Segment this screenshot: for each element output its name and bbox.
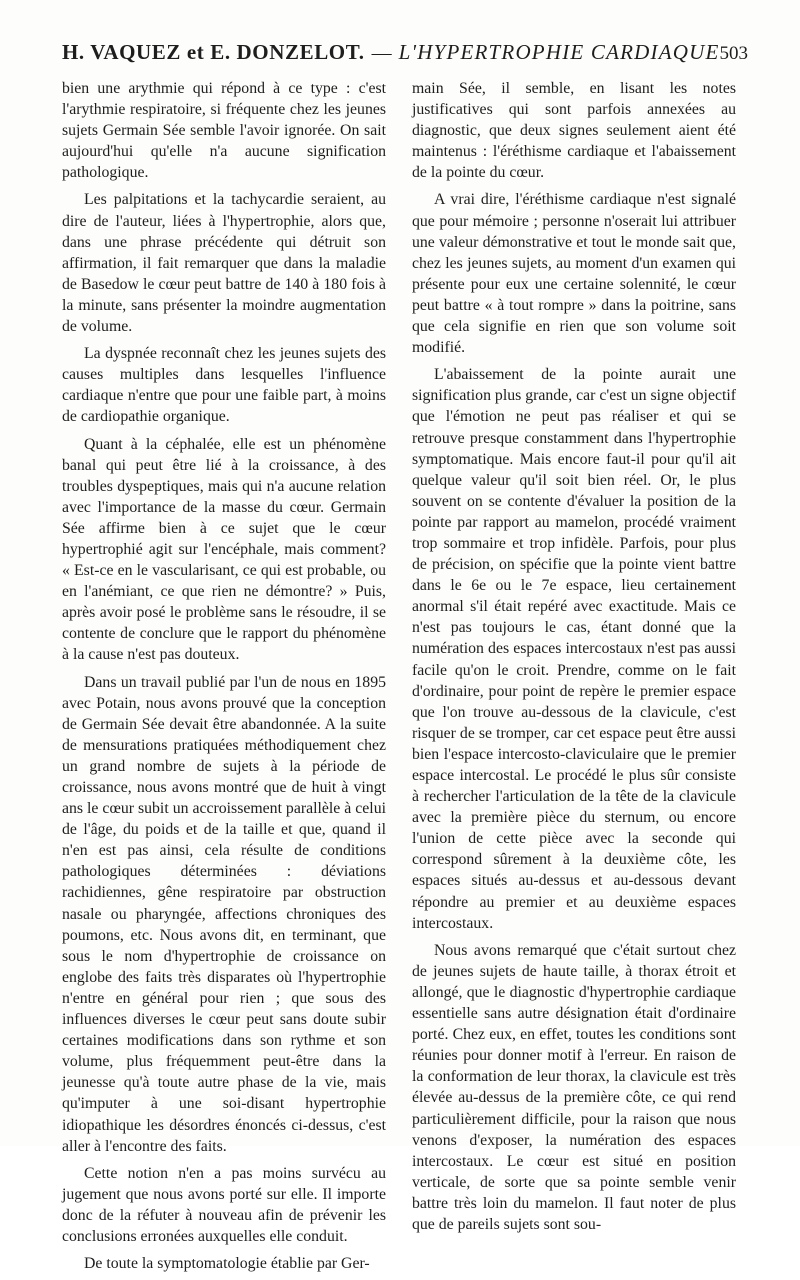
paragraph: De toute la symptomatologie établie par Ger-	[84, 1255, 370, 1273]
left-column	[62, 78, 386, 1280]
paragraph: A vrai dire, l'éréthisme cardiaque n'est signalé que pour mémoire ; personne n'oserait lui attribuer une valeur démonstrative et tout le monde sait que, chez les jeunes sujets, au moment d'un examen qui présente pour eux une certaine solennité, le cœur peut battre « à tout rompre » dans la poitrine, sans que cela signifie en rien que son volume soit modifié.	[412, 191, 736, 357]
paragraph: Quant à la céphalée, elle est un phénomène banal qui peut être lié à la croissance, à des troubles dyspeptiques, mais qui n'a aucune relation avec l'importance de la masse du cœur. Germain Sée affirme bien à ce sujet que le cœur hypertrophié agit sur l'encéphale, mais comment? « Est-ce en le vascularisant, ce qui est probable, ou en l'anémiant, ce que rien ne démontre? » Puis, après avoir posé le problème sans le résoudre, il se contente de conclure que le rapport du phénomène à la cause n'est pas douteux.	[62, 435, 386, 664]
right-column	[412, 78, 736, 1241]
paragraph: Nous avons remarqué que c'était surtout chez de jeunes sujets de haute taille, à thorax étroit et allongé, que le diagnostic d'hypertrophie cardiaque essentielle sans autre désignation était d'ordinaire porté. Chez eux, en effet, toutes les conditions sont réunies pour donner motif à l'erreur. En raison de la conformation de leur thorax, la clavicule est très élevée au-dessus de la première côte, ce qui rend particulièrement difficile, pour la raison que nous venons d'exposer, la numération des espaces intercostaux. Le cœur est situé en position verticale, de sorte que sa pointe semble venir battre très loin du mamelon. Il faut noter de plus que de pareils sujets sont sou-	[412, 941, 736, 1233]
paragraph: Les palpitations et la tachycardie seraient, au dire de l'auteur, liées à l'hypertrophie, alors que, dans une phrase précédente qui détruit son affirmation, il fait remarquer que dans la maladie de Basedow le cœur peut battre de 140 à 180 fois à la minute, sans présenter la moindre augmentation de volume.	[62, 191, 386, 336]
page-number: 503	[719, 43, 748, 64]
paragraph: Cette notion n'en a pas moins survécu au jugement que nous avons porté sur elle. Il importe donc de la réfuter à nouveau afin de prévenir les conclusions erronées auxquelles elle conduit.	[62, 1164, 386, 1245]
header-title: L'HYPERTROPHIE CARDIAQUE	[398, 40, 720, 64]
header-authors: H. VAQUEZ et E. DONZELOT.	[62, 40, 365, 64]
paragraph: L'abaissement de la pointe aurait une signification plus grande, car c'est un signe objectif que l'émotion ne peut pas réaliser et qui se retrouve presque constamment dans l'hypertrophie symptomatique. Mais encore faut-il pour qu'il ait quelque valeur qu'il soit bien réel. Or, le plus souvent on se contente d'évaluer la position de la pointe par rapport au mamelon, procédé vraiment trop sommaire et trop infidèle. Parfois, pour plus de précision, on spécifie que la pointe vient battre dans le 6e ou le 7e espace, lieu certainement anormal s'il était repéré avec exactitude. Mais ce n'est pas toujours le cas, étant donné que la numération des espaces intercostaux n'est pas aussi facile qu'on le croit. Prendre, comme on le fait d'ordinaire, pour point de repère le premier espace que l'on trouve au-dessous de la clavicule, c'est risquer de se tromper, car cet espace peut être aussi bien l'espace intercosto-claviculaire que le premier espace intercostal. Le procédé le plus sûr consiste à rechercher l'articulation de la tête de la clavicule avec la première pièce du sternum, ou encore l'union de cette pièce avec la seconde qui correspond sûrement à la deuxième côte, les espaces situés au-dessus et au-dessous devant répondre au premier et au deuxième espaces intercostaux.	[412, 366, 736, 932]
header-separator: —	[371, 42, 392, 64]
paragraph: La dyspnée reconnaît chez les jeunes sujets des causes multiples dans lesquelles l'influence cardiaque n'entre que pour une faible part, à moins de cardiopathie organique.	[62, 345, 386, 426]
paragraph: bien une arythmie qui répond à ce type : c'est l'arythmie respiratoire, si fréquente chez les jeunes sujets Germain Sée semble l'avoir ignorée. On sait aujourd'hui qu'elle n'a aucune signification pathologique.	[62, 80, 386, 182]
paragraph: main Sée, il semble, en lisant les notes justificatives qui sont parfois annexées au diagnostic, que deux signes seulement aient été maintenus : l'éréthisme cardiaque et l'abaissement de la pointe du cœur.	[412, 80, 736, 182]
paragraph: Dans un travail publié par l'un de nous en 1895 avec Potain, nous avons prouvé que la conception de Germain Sée devait être abandonnée. A la suite de mensurations pratiquées méthodiquement chez un grand nombre de sujets à la période de croissance, nous avons montré que de huit à vingt ans le cœur subit un accroissement parallèle à celui de l'âge, du poids et de la taille et que, quand il n'en est pas ainsi, cela résulte de conditions pathologiques déterminées : déviations rachidiennes, gêne respiratoire par obstruction nasale ou pharyngée, affections chroniques des poumons, etc. Nous avons dit, en terminant, que sous le nom d'hypertrophie de croissance on englobe des faits très disparates où l'hypertrophie n'entre en général pour rien ; que sous des influences diverses le cœur peut sans doute subir certaines modifications dans son rythme et son volume, plus fréquemment peut-être dans la jeunesse qu'à toute autre phase de la vie, mais qu'imputer à une soi-disant hypertrophie idiopathique les désordres énoncés ci-dessus, c'est aller à l'encontre des faits.	[62, 673, 386, 1155]
running-header	[62, 40, 748, 76]
